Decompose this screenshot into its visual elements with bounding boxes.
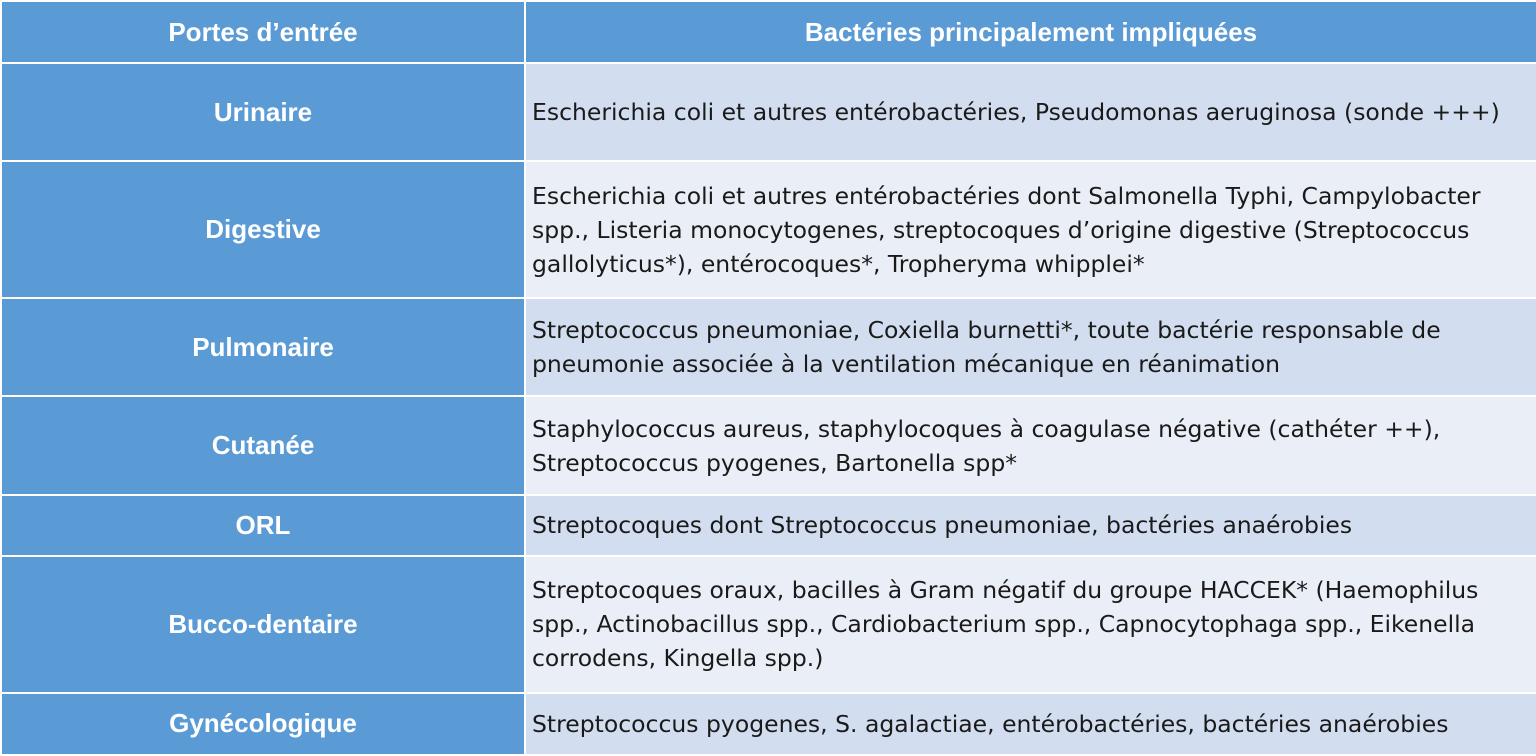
- table-row: [1, 495, 1536, 556]
- table-row: [1, 556, 1536, 693]
- bacteria-cell: Escherichia coli et autres entérobactéries, Pseudomonas aeruginosa (sonde +++): [525, 63, 1536, 161]
- entry-point-cell: ORL: [1, 495, 525, 556]
- entry-point-cell: Urinaire: [1, 63, 525, 161]
- header-bacteria: Bactéries principalement impliquées: [525, 1, 1536, 63]
- header-entry-point: Portes d’entrée: [1, 1, 525, 63]
- table-row: [1, 161, 1536, 298]
- table-row: [1, 396, 1536, 494]
- entry-point-cell: Cutanée: [1, 396, 525, 494]
- bacteria-cell: Streptococcus pyogenes, S. agalactiae, entérobactéries, bactéries anaérobies: [525, 693, 1536, 755]
- bacteria-cell: Staphylococcus aureus, staphylocoques à coagulase négative (cathéter ++), Streptococcus pyogenes, Bartonella spp*: [525, 396, 1536, 494]
- table-row: [1, 693, 1536, 755]
- entry-point-cell: Digestive: [1, 161, 525, 298]
- bacteria-cell: Escherichia coli et autres entérobactéries dont Salmonella Typhi, Campylobacter spp., Listeria monocytogenes, streptocoques d’origine digestive (Streptococcus gallolyticus*), entérocoques*, Tropheryma whipplei*: [525, 161, 1536, 298]
- table-header-row: [1, 1, 1536, 63]
- entry-point-cell: Bucco-dentaire: [1, 556, 525, 693]
- table-row: [1, 298, 1536, 396]
- bacteria-cell: Streptocoques dont Streptococcus pneumoniae, bactéries anaérobies: [525, 495, 1536, 556]
- entry-point-cell: Gynécologique: [1, 693, 525, 755]
- bacteria-cell: Streptocoques oraux, bacilles à Gram négatif du groupe HACCEK* (Haemophilus spp., Actinobacillus spp., Cardiobacterium spp., Capnocytophaga spp., Eikenella corrodens, Kingella spp.): [525, 556, 1536, 693]
- entry-point-cell: Pulmonaire: [1, 298, 525, 396]
- bacteria-cell: Streptococcus pneumoniae, Coxiella burnetti*, toute bactérie responsable de pneumonie associée à la ventilation mécanique en réanimation: [525, 298, 1536, 396]
- table-row: [1, 63, 1536, 161]
